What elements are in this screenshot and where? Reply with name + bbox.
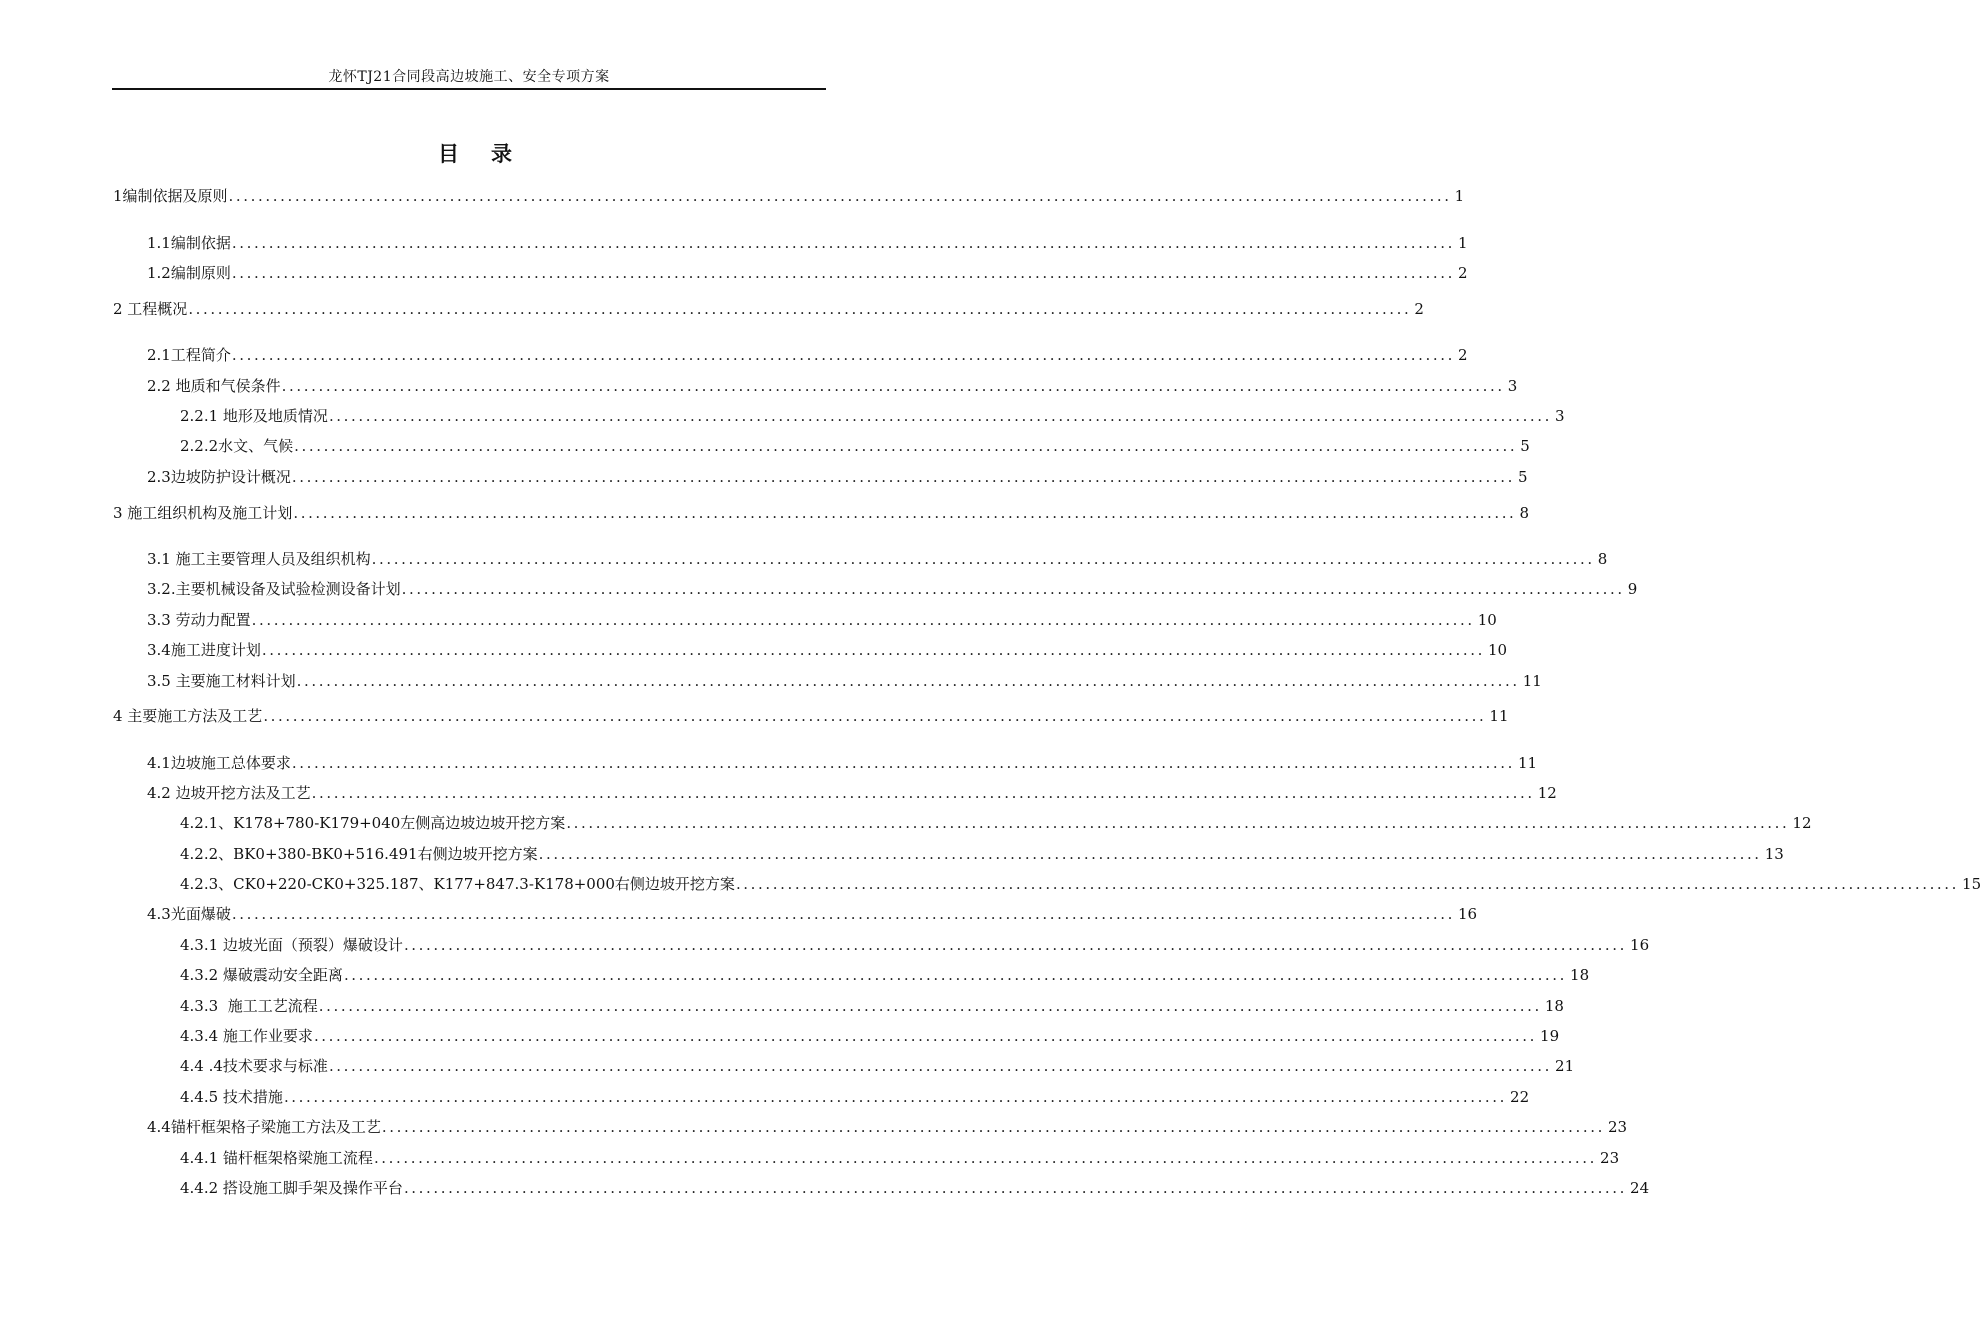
toc-page-number: 10 [1487,641,1508,659]
toc-entry-title: 3.4施工进度计划 [147,641,261,659]
toc-entry-title: 2.2.1 地形及地质情况 [180,407,328,425]
toc-leader: ...................................................................................................................................................................... [188,300,1412,318]
toc-page-number: 12 [1792,814,1812,832]
toc-leader: ...................................................................................................................................................................... [373,1149,1598,1167]
toc-entry-title: 3.1 施工主要管理人员及组织机构 [147,550,371,568]
toc-page-number: 2 [1414,300,1424,318]
toc-entry[interactable] [147,670,1542,692]
toc-entry[interactable] [180,934,1650,956]
toc-page-number: 23 [1600,1149,1620,1167]
toc-entry[interactable] [113,185,1465,207]
toc-leader: ...................................................................................................................................................................... [371,550,1595,568]
toc-entry[interactable] [180,1055,1575,1077]
toc-leader: ...................................................................................................................................................................... [401,580,1625,598]
toc-entry[interactable] [180,1025,1560,1047]
toc-entry[interactable] [147,903,1478,925]
toc-entry-title: 4 主要施工方法及工艺 [113,707,263,725]
toc-page-number: 21 [1555,1057,1575,1075]
toc-leader: ...................................................................................................................................................................... [381,1118,1605,1136]
toc-entry[interactable] [180,843,1784,865]
toc-entry-title: 4.2.1、K178+780-K179+040左侧高边坡边坡开挖方案 [180,814,566,832]
toc-entry-title: 4.4 .4技术要求与标准 [180,1057,328,1075]
toc-leader: ...................................................................................................................................................................... [313,1027,1538,1045]
toc-entry-title: 4.3.2 爆破震动安全距离 [180,966,343,984]
toc-leader: ...................................................................................................................................................................... [403,1179,1628,1197]
toc-entry-title: 4.4锚杆框架格子梁施工方法及工艺 [147,1118,381,1136]
toc-page-number: 1 [1457,234,1468,252]
toc-page-number: 2 [1457,264,1468,282]
toc-entry-title: 2.1工程简介 [147,346,231,364]
toc-entry-title: 2 工程概况 [113,300,188,318]
toc-page-number: 11 [1517,754,1538,772]
toc-page-number: 5 [1520,437,1530,455]
toc-entry-title: 4.2 边坡开挖方法及工艺 [147,784,311,802]
toc-entry[interactable] [180,435,1530,457]
toc-entry[interactable] [113,298,1424,320]
toc-entry-title: 4.1边坡施工总体要求 [147,754,291,772]
toc-leader: ...................................................................................................................................................................... [566,814,1790,832]
toc-entry[interactable] [180,964,1590,986]
toc-leader: ...................................................................................................................................................................... [231,264,1455,282]
toc-entry-title: 4.4.1 锚杆框架格梁施工流程 [180,1149,373,1167]
toc-entry[interactable] [180,1086,1530,1108]
page-header: 龙怀TJ21合同段高边坡施工、安全专项方案 [328,69,610,85]
toc-entry[interactable] [147,548,1608,570]
toc-leader: ...................................................................................................................................................................... [294,437,1518,455]
toc-entry[interactable] [147,578,1638,600]
toc-leader: ...................................................................................................................................................................... [231,234,1455,252]
toc-leader: ...................................................................................................................................................................... [311,784,1535,802]
toc-entry-title: 4.4.2 搭设施工脚手架及操作平台 [180,1179,403,1197]
toc-entry-title: 1.2编制原则 [147,264,231,282]
toc-page-number: 9 [1627,580,1638,598]
toc-leader: ...................................................................................................................................................................... [291,754,1515,772]
toc-entry-title: 1编制依据及原则 [113,187,228,205]
toc-entry[interactable] [147,262,1468,284]
toc-leader: ...................................................................................................................................................................... [735,875,1960,893]
toc-leader: ...................................................................................................................................................................... [251,611,1475,629]
toc-leader: ...................................................................................................................................................................... [281,377,1505,395]
toc-entry[interactable] [147,1116,1628,1138]
toc-entry-title: 4.4.5 技术措施 [180,1088,283,1106]
toc-leader: ...................................................................................................................................................................... [328,1057,1553,1075]
toc-page-number: 11 [1522,672,1542,690]
toc-entry-title: 4.2.2、BK0+380-BK0+516.491右侧边坡开挖方案 [180,845,538,863]
toc-page-number: 3 [1507,377,1518,395]
toc-entry[interactable] [147,752,1538,774]
toc-entry[interactable] [147,375,1518,397]
toc-title: 目录 [438,141,544,166]
toc-entry[interactable] [180,873,1981,895]
toc-leader: ...................................................................................................................................................................... [318,997,1542,1015]
toc-page-number: 5 [1517,468,1528,486]
toc-entry-title: 4.3光面爆破 [147,905,231,923]
toc-leader: ...................................................................................................................................................................... [293,504,1517,522]
toc-entry[interactable] [113,705,1509,727]
toc-page-number: 16 [1457,905,1478,923]
toc-leader: ...................................................................................................................................................................... [328,407,1553,425]
toc-entry-title: 2.2 地质和气侯条件 [147,377,281,395]
toc-page-number: 1 [1454,187,1465,205]
toc-entry[interactable] [180,405,1565,427]
toc-page-number: 10 [1477,611,1497,629]
toc-entry[interactable] [147,782,1557,804]
toc-page-number: 16 [1630,936,1650,954]
toc-entry-title: 1.1编制依据 [147,234,231,252]
toc-leader: ...................................................................................................................................................................... [538,845,1762,863]
toc-page-number: 24 [1630,1179,1650,1197]
toc-entry-title: 3.5 主要施工材料计划 [147,672,296,690]
toc-leader: ...................................................................................................................................................................... [291,468,1515,486]
toc-page-number: 12 [1537,784,1557,802]
toc-entry-title: 3.2.主要机械设备及试验检测设备计划 [147,580,401,598]
toc-leader: ...................................................................................................................................................................... [403,936,1628,954]
toc-entry-title: 4.2.3、CK0+220-CK0+325.187、K177+847.3-K178+000右侧边坡开挖方案 [180,875,735,893]
toc-entry-title: 3 施工组织机构及施工计划 [113,504,293,522]
toc-entry[interactable] [147,232,1468,254]
toc-entry-title: 2.3边坡防护设计概况 [147,468,291,486]
toc-entry[interactable] [113,502,1529,524]
toc-entry[interactable] [180,812,1812,834]
toc-leader: ...................................................................................................................................................................... [261,641,1485,659]
toc-entry-title: 2.2.2水文、气候 [180,437,294,455]
toc-page-number: 23 [1607,1118,1628,1136]
toc-entry[interactable] [147,609,1497,631]
toc-entry[interactable] [180,995,1564,1017]
toc-leader: ...................................................................................................................................................................... [231,346,1455,364]
toc-leader: ...................................................................................................................................................................... [296,672,1520,690]
toc-page-number: 3 [1555,407,1565,425]
toc-page-number: 11 [1489,707,1509,725]
toc-page-number: 2 [1457,346,1468,364]
toc-leader: ...................................................................................................................................................................... [343,966,1568,984]
toc-page-number: 19 [1540,1027,1560,1045]
toc-entry-title: 3.3 劳动力配置 [147,611,251,629]
toc-entry[interactable] [180,1177,1650,1199]
toc-entry[interactable] [147,466,1528,488]
toc-entry[interactable] [147,344,1468,366]
toc-leader: ...................................................................................................................................................................... [228,187,1452,205]
toc-leader: ...................................................................................................................................................................... [283,1088,1508,1106]
toc-entry[interactable] [180,1147,1620,1169]
toc-page-number: 8 [1519,504,1529,522]
toc-page-number: 8 [1597,550,1608,568]
toc-entry-title: 4.3.4 施工作业要求 [180,1027,313,1045]
toc-entry-title: 4.3.3 施工工艺流程 [180,997,318,1015]
toc-leader: ...................................................................................................................................................................... [231,905,1455,923]
toc-page-number: 18 [1544,997,1564,1015]
toc-page-number: 18 [1570,966,1590,984]
toc-page-number: 22 [1510,1088,1530,1106]
toc-page-number: 13 [1764,845,1784,863]
toc-entry-title: 4.3.1 边坡光面（预裂）爆破设计 [180,936,403,954]
toc-leader: ...................................................................................................................................................................... [263,707,1487,725]
toc-page-number: 15 [1962,875,1981,893]
toc-entry[interactable] [147,639,1508,661]
